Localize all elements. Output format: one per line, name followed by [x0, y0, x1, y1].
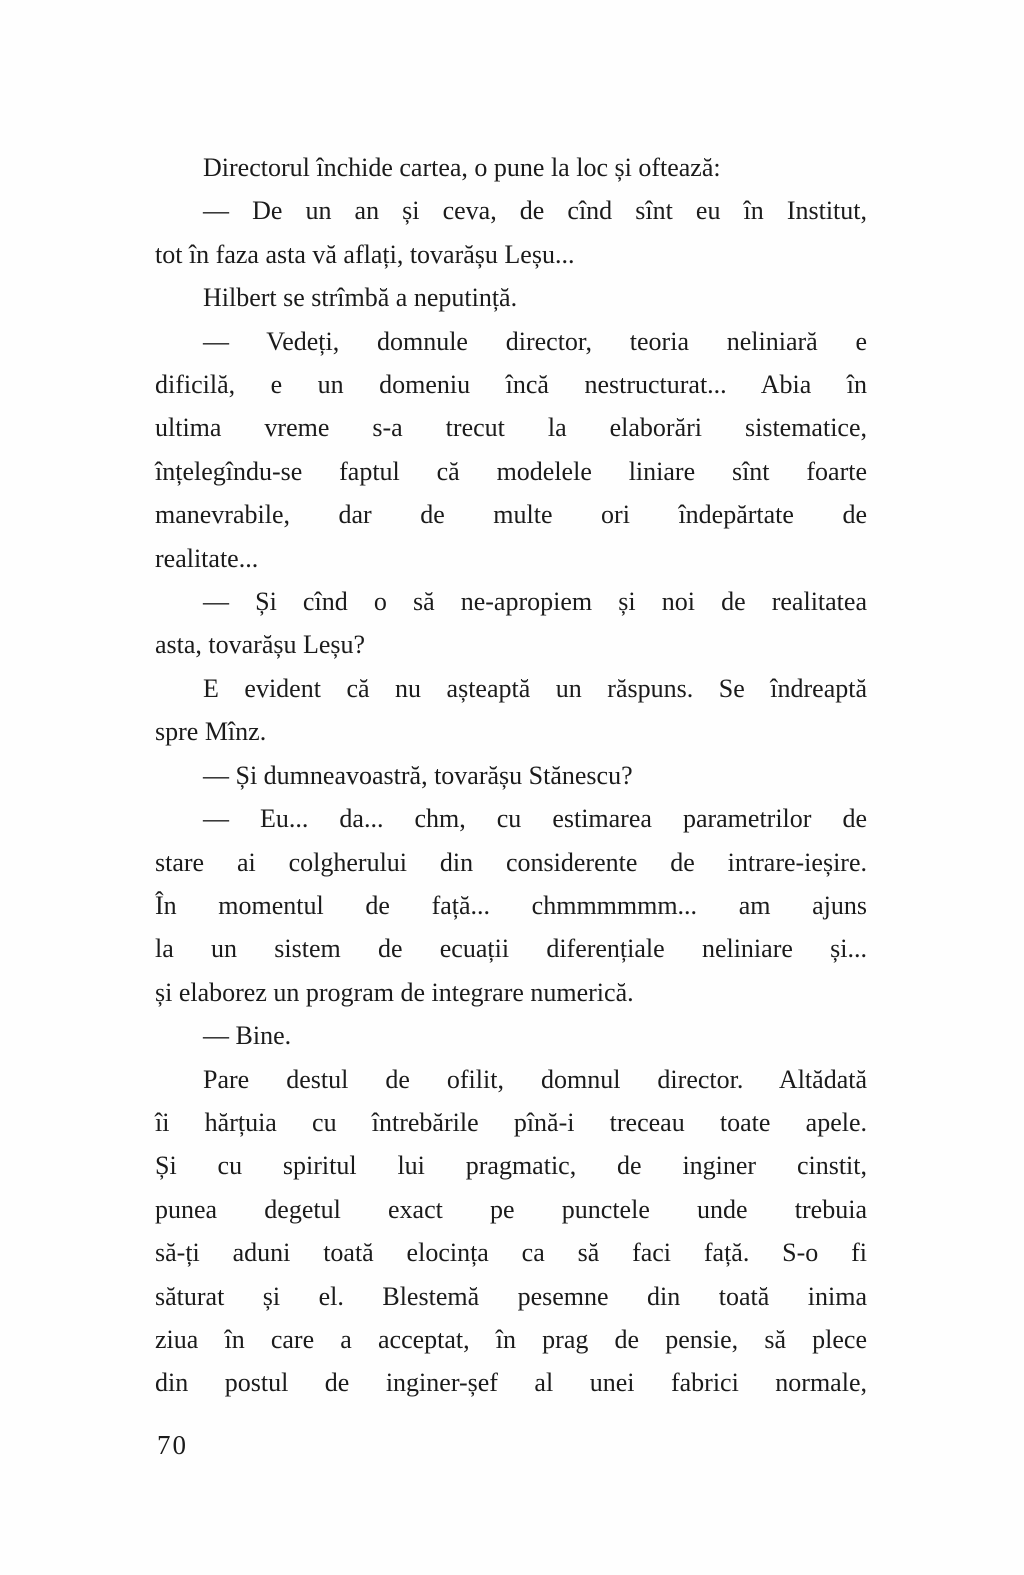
paragraph [155, 189, 867, 276]
paragraph [155, 1014, 867, 1057]
text-line: săturat și el. Blestemă pesemne din toată inima [155, 1281, 867, 1311]
text-line: Hilbert se strîmbă a neputință. [203, 283, 518, 313]
page-number: 70 [157, 1430, 188, 1460]
text-line: E evident că nu așteaptă un răspuns. Se îndreaptă [203, 673, 867, 703]
text-line: să-ți aduni toată elocința ca să faci față. S-o fi [155, 1238, 867, 1268]
text-line: — Bine. [203, 1021, 292, 1051]
paragraph [155, 1058, 867, 1405]
text-line: — Și cînd o să ne-apropiem și noi de realitatea [203, 587, 867, 617]
text-line: — Și dumneavoastră, tovarășu Stănescu? [203, 760, 633, 790]
paragraph [155, 667, 867, 754]
text-line: spre Mînz. [155, 717, 267, 747]
text-line: îi hărțuia cu întrebările pînă-i treceau toate apele. [155, 1107, 867, 1137]
paragraph [155, 320, 867, 580]
text-line: — Eu... da... chm, cu estimarea parametrilor de [203, 804, 867, 834]
text-line: ultima vreme s-a trecut la elaborări sistematice, [155, 413, 867, 443]
paragraph [155, 146, 867, 189]
text-line: Directorul închide cartea, o pune la loc și oftează: [203, 153, 721, 182]
text-line: la un sistem de ecuații diferențiale neliniare și... [155, 934, 867, 964]
text-block [155, 146, 867, 1405]
text-line: tot în faza asta vă aflați, tovarășu Leșu... [155, 239, 575, 269]
text-line: realitate... [155, 543, 259, 573]
paragraph [155, 754, 867, 797]
text-line: ziua în care a acceptat, în prag de pensie, să plece [155, 1324, 867, 1354]
text-line: punea degetul exact pe punctele unde trebuia [155, 1194, 867, 1224]
text-line: și elaborez un program de integrare numerică. [155, 977, 634, 1007]
text-line: înțelegîndu-se faptul că modelele liniare sînt foarte [155, 456, 867, 486]
text-line: — Vedeți, domnule director, teoria neliniară e [203, 326, 867, 356]
paragraph [155, 580, 867, 667]
text-line: stare ai colgherului din considerente de intrare-ieșire. [155, 847, 867, 877]
text-line: dificilă, e un domeniu încă nestructurat... Abia în [155, 370, 867, 400]
text-line: Și cu spiritul lui pragmatic, de inginer cinstit, [155, 1151, 867, 1181]
text-line: din postul de inginer-șef al unei fabrici normale, [155, 1368, 867, 1398]
text-line: Pare destul de ofilit, domnul director. Altădată [203, 1064, 867, 1094]
text-line: — De un an și ceva, de cînd sînt eu în Institut, [203, 196, 867, 226]
text-line: asta, tovarășu Leșu? [155, 630, 366, 660]
paragraph [155, 276, 867, 319]
paragraph [155, 797, 867, 1014]
text-line: manevrabile, dar de multe ori îndepărtate de [155, 500, 867, 530]
text-line: În momentul de față... chmmmmmm... am ajuns [155, 890, 867, 920]
